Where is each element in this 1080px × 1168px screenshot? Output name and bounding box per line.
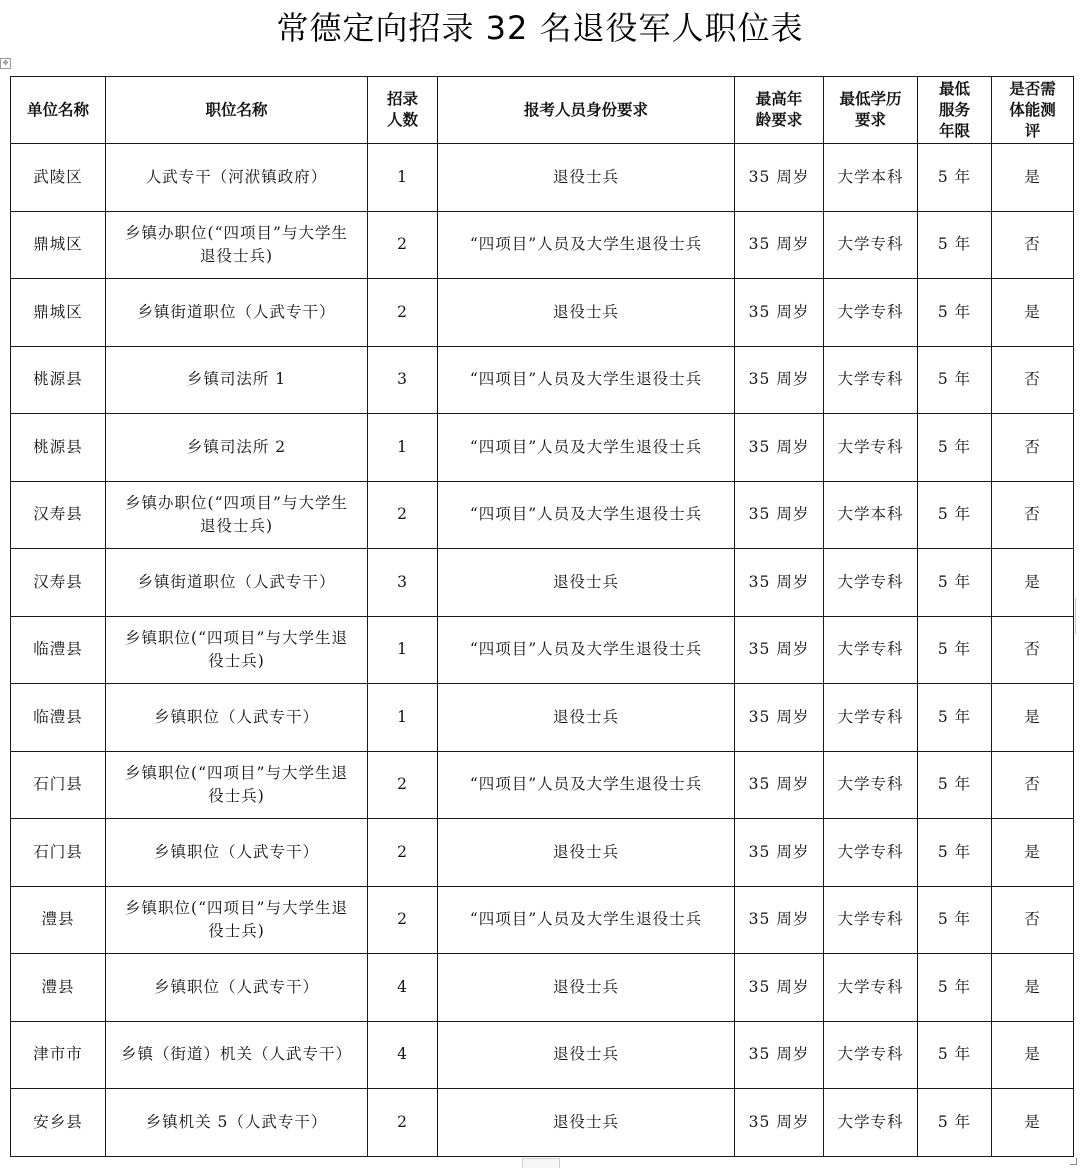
quota-cell: 4 [368,954,438,1022]
max-age-cell: 35 周岁 [735,211,824,279]
min-service-cell: 5 年 [918,1089,992,1157]
page-title: 常德定向招录 32 名退役军人职位表 [276,9,804,47]
identity-cell: 退役士兵 [438,1021,735,1089]
max-age-cell: 35 周岁 [735,481,824,549]
max-age-cell: 35 周岁 [735,144,824,212]
identity-cell: “四项目”人员及大学生退役士兵 [438,481,735,549]
min-education-cell: 大学专科 [824,751,918,819]
min-service-cell: 5 年 [918,684,992,752]
table-row [11,1021,1074,1089]
min-service-cell: 5 年 [918,616,992,684]
move-anchor-icon[interactable]: ✥ [0,58,11,69]
min-service-cell: 5 年 [918,481,992,549]
position-cell: 乡镇街道职位（人武专干） [106,549,368,617]
unit-cell: 汉寿县 [11,481,106,549]
position-cell: 人武专干（河洑镇政府） [106,144,368,212]
quota-cell: 3 [368,549,438,617]
fitness-test-cell: 否 [992,211,1074,279]
table-row [11,684,1074,752]
unit-cell: 桃源县 [11,414,106,482]
fitness-test-cell: 否 [992,346,1074,414]
quota-cell: 2 [368,886,438,954]
position-cell: 乡镇街道职位（人武专干） [106,279,368,347]
fitness-test-cell: 是 [992,279,1074,347]
unit-cell: 临澧县 [11,684,106,752]
max-age-cell: 35 周岁 [735,346,824,414]
quota-cell: 1 [368,684,438,752]
identity-cell: 退役士兵 [438,684,735,752]
header-min-service: 最低 服务 年限 [918,77,992,144]
unit-cell: 汉寿县 [11,549,106,617]
identity-cell: 退役士兵 [438,1089,735,1157]
position-cell: 乡镇职位(“四项目”与大学生退 役士兵) [106,616,368,684]
fitness-test-cell: 是 [992,819,1074,887]
fitness-test-cell: 是 [992,954,1074,1022]
unit-cell: 澧县 [11,954,106,1022]
quota-cell: 2 [368,481,438,549]
unit-cell: 桃源县 [11,346,106,414]
min-education-cell: 大学专科 [824,684,918,752]
min-service-cell: 5 年 [918,886,992,954]
position-cell: 乡镇职位（人武专干） [106,954,368,1022]
identity-cell: “四项目”人员及大学生退役士兵 [438,751,735,819]
position-cell: 乡镇机关 5（人武专干） [106,1089,368,1157]
min-education-cell: 大学专科 [824,819,918,887]
table-row [11,211,1074,279]
quota-cell: 1 [368,414,438,482]
header-min-education: 最低学历 要求 [824,77,918,144]
identity-cell: 退役士兵 [438,279,735,347]
table-row [11,819,1074,887]
table-row [11,481,1074,549]
table-row [11,144,1074,212]
min-education-cell: 大学专科 [824,414,918,482]
unit-cell: 鼎城区 [11,211,106,279]
quota-cell: 2 [368,819,438,887]
max-age-cell: 35 周岁 [735,1021,824,1089]
identity-cell: 退役士兵 [438,144,735,212]
header-max-age: 最高年 龄要求 [735,77,824,144]
position-cell: 乡镇司法所 1 [106,346,368,414]
min-service-cell: 5 年 [918,954,992,1022]
header-unit: 单位名称 [11,77,106,144]
unit-cell: 临澧县 [11,616,106,684]
fitness-test-cell: 是 [992,684,1074,752]
unit-cell: 澧县 [11,886,106,954]
quota-cell: 1 [368,616,438,684]
max-age-cell: 35 周岁 [735,549,824,617]
header-quota: 招录 人数 [368,77,438,144]
identity-cell: “四项目”人员及大学生退役士兵 [438,211,735,279]
min-education-cell: 大学专科 [824,886,918,954]
min-education-cell: 大学专科 [824,211,918,279]
table-row [11,549,1074,617]
max-age-cell: 35 周岁 [735,886,824,954]
unit-cell: 安乡县 [11,1089,106,1157]
max-age-cell: 35 周岁 [735,616,824,684]
positions-table [10,76,1074,1157]
min-education-cell: 大学本科 [824,144,918,212]
fitness-test-cell: 否 [992,481,1074,549]
min-service-cell: 5 年 [918,1021,992,1089]
header-identity: 报考人员身份要求 [438,77,735,144]
identity-cell: “四项目”人员及大学生退役士兵 [438,414,735,482]
quota-cell: 2 [368,279,438,347]
quota-cell: 4 [368,1021,438,1089]
min-service-cell: 5 年 [918,751,992,819]
unit-cell: 石门县 [11,751,106,819]
position-cell: 乡镇职位(“四项目”与大学生退 役士兵) [106,751,368,819]
table-row [11,886,1074,954]
min-service-cell: 5 年 [918,144,992,212]
min-education-cell: 大学专科 [824,1089,918,1157]
fitness-test-cell: 否 [992,616,1074,684]
min-service-cell: 5 年 [918,819,992,887]
table-row [11,751,1074,819]
table-row [11,279,1074,347]
position-cell: 乡镇办职位(“四项目”与大学生 退役士兵) [106,211,368,279]
header-row [11,77,1074,144]
page-edge-marker [1075,598,1080,634]
identity-cell: “四项目”人员及大学生退役士兵 [438,346,735,414]
table-row [11,616,1074,684]
resize-corner-icon[interactable] [1070,1158,1077,1165]
max-age-cell: 35 周岁 [735,954,824,1022]
max-age-cell: 35 周岁 [735,751,824,819]
quota-cell: 3 [368,346,438,414]
position-cell: 乡镇职位（人武专干） [106,684,368,752]
unit-cell: 武陵区 [11,144,106,212]
max-age-cell: 35 周岁 [735,414,824,482]
position-cell: 乡镇办职位(“四项目”与大学生 退役士兵) [106,481,368,549]
quota-cell: 1 [368,144,438,212]
max-age-cell: 35 周岁 [735,1089,824,1157]
quota-cell: 2 [368,1089,438,1157]
position-cell: 乡镇（街道）机关（人武专干） [106,1021,368,1089]
table-row [11,414,1074,482]
identity-cell: 退役士兵 [438,819,735,887]
max-age-cell: 35 周岁 [735,819,824,887]
identity-cell: 退役士兵 [438,549,735,617]
min-education-cell: 大学专科 [824,954,918,1022]
min-service-cell: 5 年 [918,211,992,279]
fitness-test-cell: 是 [992,144,1074,212]
unit-cell: 津市市 [11,1021,106,1089]
fitness-test-cell: 是 [992,1021,1074,1089]
min-service-cell: 5 年 [918,549,992,617]
min-service-cell: 5 年 [918,414,992,482]
min-education-cell: 大学专科 [824,616,918,684]
max-age-cell: 35 周岁 [735,279,824,347]
identity-cell: “四项目”人员及大学生退役士兵 [438,616,735,684]
header-position: 职位名称 [106,77,368,144]
fitness-test-cell: 否 [992,751,1074,819]
min-education-cell: 大学专科 [824,279,918,347]
table-row [11,346,1074,414]
min-education-cell: 大学专科 [824,346,918,414]
position-cell: 乡镇职位（人武专干） [106,819,368,887]
min-service-cell: 5 年 [918,346,992,414]
unit-cell: 鼎城区 [11,279,106,347]
min-education-cell: 大学专科 [824,1021,918,1089]
fitness-test-cell: 否 [992,414,1074,482]
fitness-test-cell: 否 [992,886,1074,954]
fitness-test-cell: 是 [992,1089,1074,1157]
identity-cell: 退役士兵 [438,954,735,1022]
table-row [11,1089,1074,1157]
header-fitness-test: 是否需 体能测 评 [992,77,1074,144]
table-row [11,954,1074,1022]
position-cell: 乡镇司法所 2 [106,414,368,482]
unit-cell: 石门县 [11,819,106,887]
identity-cell: “四项目”人员及大学生退役士兵 [438,886,735,954]
min-education-cell: 大学专科 [824,549,918,617]
quota-cell: 2 [368,211,438,279]
min-education-cell: 大学本科 [824,481,918,549]
fitness-test-cell: 是 [992,549,1074,617]
quota-cell: 2 [368,751,438,819]
max-age-cell: 35 周岁 [735,684,824,752]
position-cell: 乡镇职位(“四项目”与大学生退 役士兵) [106,886,368,954]
min-service-cell: 5 年 [918,279,992,347]
